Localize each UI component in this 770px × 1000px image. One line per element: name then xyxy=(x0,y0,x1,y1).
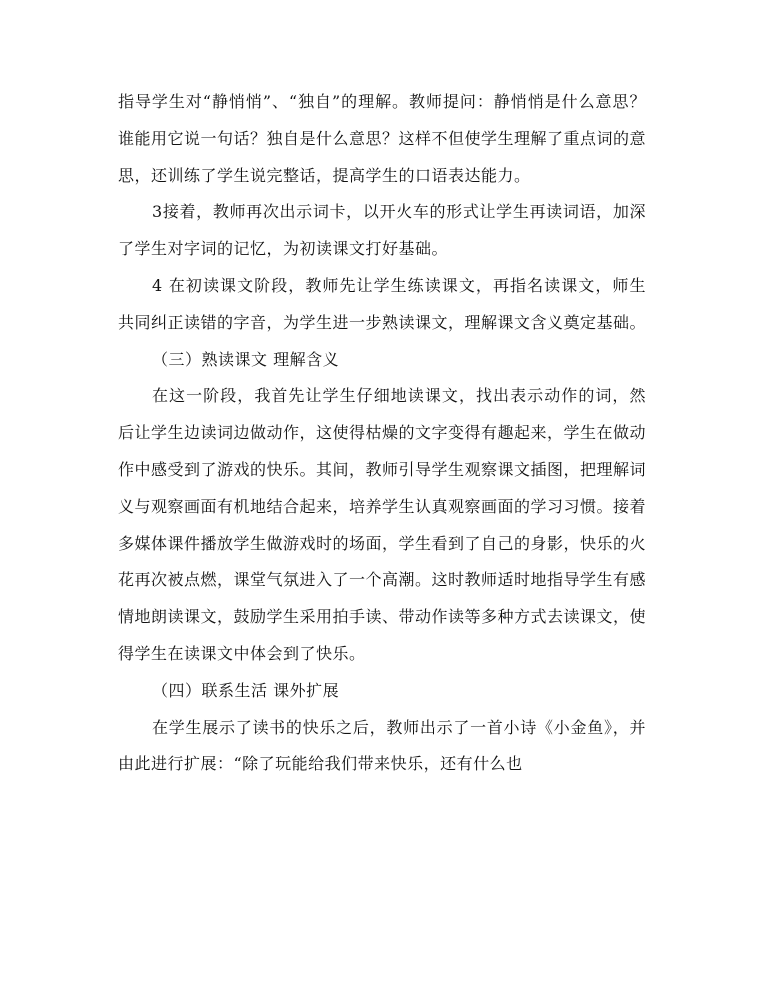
section-heading-3: （三）熟读课文 理解含义 xyxy=(152,349,340,369)
section-heading-4: （四）联系生活 课外扩展 xyxy=(152,680,340,700)
paragraph-reading-guidance: 指导学生对“静悄悄”、“独自”的理解。教师提问：静悄悄是什么意思？谁能用它说一句话？独自是什么意思？这样不但使学生理解了重点词的意思，还训练了学生说完整话，提高学生的口语表达能力。 xyxy=(118,92,647,185)
paragraph-step-4: 4 在初读课文阶段，教师先让学生练读课文，再指名读课文，师生共同纠正读错的字音，为学生进一步熟读课文，理解课文含义奠定基础。 xyxy=(118,275,647,332)
paragraph-section-3-body: 在这一阶段，我首先让学生仔细地读课文，找出表示动作的词，然后让学生边读词边做动作，这使得枯燥的文字变得有趣起来，学生在做动作中感受到了游戏的快乐。其间，教师引导学生观察课文插图，把理解词义与观察画面有机地结合起来，培养学生认真观察画面的学习习惯。接着多媒体课件播放学生做游戏时的场面，学生看到了自己的身影，快乐的火花再次被点燃，课堂气氛进入了一个高潮。这时教师适时地指导学生有感情地朗读课文，鼓励学生采用拍手读、带动作读等多种方式去读课文，使得学生在读课文中体会到了快乐。 xyxy=(118,386,647,663)
paragraph-step-3: 3接着，教师再次出示词卡，以开火车的形式让学生再读词语，加深了学生对字词的记忆，为初读课文打好基础。 xyxy=(118,202,646,259)
document-body xyxy=(118,84,646,783)
paragraph-section-4-body: 在学生展示了读书的快乐之后，教师出示了一首小诗《小金鱼》，并由此进行扩展：“除了玩能给我们带来快乐，还有什么也 xyxy=(118,717,646,774)
